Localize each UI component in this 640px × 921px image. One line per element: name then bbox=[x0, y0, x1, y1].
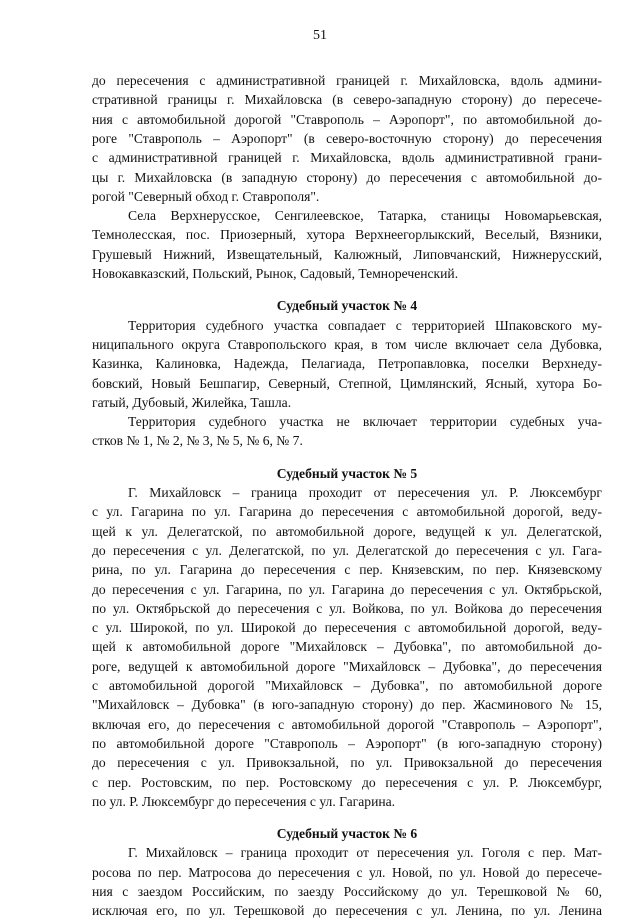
paragraph-line: до пересечения с административной границей г. Михайловска, вдоль админи- bbox=[92, 73, 602, 88]
paragraph-line: Г. Михайловск – граница проходит от пересечения ул. Гоголя с пер. Мат- bbox=[128, 845, 602, 861]
paragraph-line: гатый, Дубовый, Жилейка, Ташла. bbox=[92, 394, 292, 410]
paragraph-line: Села Верхнерусское, Сенгилеевское, Татарка, станицы Новомарьевская, bbox=[128, 208, 602, 224]
paragraph-line: до пересечения с ул. Привокзальной, по ул. Привокзальной до пересечения bbox=[92, 755, 602, 771]
paragraph-line: включая его, до пересечения с автомобильной дорогой "Ставрополь – Аэропорт", bbox=[92, 716, 602, 732]
paragraph-line: Г. Михайловск – граница проходит от пересечения ул. Р. Люксембург bbox=[128, 485, 602, 500]
paragraph-line: Новокавказский, Польский, Рынок, Садовый, Темнореченский. bbox=[92, 266, 459, 281]
paragraph-line: рогой "Северный обход г. Ставрополя". bbox=[92, 188, 320, 204]
paragraph-line: Территория судебного участка не включает территории судебных уча- bbox=[128, 414, 602, 430]
paragraph-line: Казинка, Калиновка, Надежда, Пелагиада, Петропавловка, поселки Верхнеду- bbox=[92, 356, 602, 372]
paragraph-line: с пер. Ростовским, по пер. Ростовскому до пересечения с ул. Р. Люксембург, bbox=[92, 774, 602, 790]
paragraph-line: бовский, Новый Бешпагир, Северный, Степной, Цимлянский, Ясный, хутора Бо- bbox=[92, 375, 602, 391]
paragraph-line: с ул. Гагарина по ул. Гагарина до пересечения с автомобильной дорогой, веду- bbox=[92, 504, 602, 520]
paragraph-line: с автомобильной дорогой "Михайловск – Дубовка", по автомобильной дороге bbox=[92, 678, 602, 693]
paragraph-line: до пересечения с ул. Гагарина, по ул. Гагарина до пересечения с ул. Октябрьской, bbox=[92, 581, 602, 597]
paragraph-line: роге, ведущей к автомобильной дороге "Михайловск – Дубовка", до пересечения bbox=[92, 658, 602, 674]
paragraph-line: стков № 1, № 2, № 3, № 5, № 6, № 7. bbox=[92, 433, 303, 449]
paragraph-line: щей к ул. Делегатской, по автомобильной дороге, ведущей к ул. Делегатской, bbox=[92, 523, 602, 539]
section-heading: Судебный участок № 5 bbox=[276, 465, 418, 481]
paragraph-line: стративной границы г. Михайловска (в северо-западную сторону) до пересече- bbox=[92, 92, 602, 108]
section-heading: Судебный участок № 4 bbox=[276, 298, 418, 314]
paragraph-line: Грушевый Нижний, Извещательный, Калюжный, Липовчанский, Нижнерусский, bbox=[92, 246, 602, 262]
paragraph-line: Темнолесская, пос. Приозерный, хутора Верхнеегорлыкский, Веселый, Вязники, bbox=[92, 227, 602, 243]
paragraph-line: по ул. Октябрьской до пересечения с ул. Войкова, по ул. Войкова до пересечения bbox=[92, 600, 602, 616]
paragraph-line: с ул. Широкой, по ул. Широкой до пересечения с автомобильной дорогой, веду- bbox=[92, 620, 602, 636]
paragraph-line: ния с автомобильной дорогой "Ставрополь – Аэропорт", по автомобильной до- bbox=[92, 111, 602, 127]
paragraph-line: Территория судебного участка совпадает с территорией Шпаковского му- bbox=[128, 317, 602, 333]
page-number: 51 bbox=[313, 28, 327, 43]
paragraph-line: щей к автомобильной дороге "Михайловск – Дубовка", по автомобильной до- bbox=[92, 639, 602, 655]
paragraph-line: "Михайловск – Дубовка" (в юго-западную сторону) до пер. Жасминового № 15, bbox=[92, 697, 602, 713]
paragraph-line: по ул. Р. Люксембург до пересечения с ул. Гагарина. bbox=[92, 793, 396, 809]
paragraph-line: до пересечения с ул. Делегатской, по ул. Делегатской до пересечения с ул. Гага- bbox=[92, 542, 602, 558]
paragraph-line: по автомобильной дороге "Ставрополь – Аэропорт" (в юго-западную сторону) bbox=[92, 735, 602, 751]
paragraph-line: ния с заездом Российским, по заезду Российскому до ул. Терешковой № 60, bbox=[92, 884, 602, 899]
section-heading: Судебный участок № 6 bbox=[276, 826, 418, 842]
paragraph-line: с административной границей г. Михайловска, вдоль административной грани- bbox=[92, 150, 602, 166]
paragraph-line: ниципального округа Ставропольского края, в том числе включает села Дубовка, bbox=[92, 336, 602, 352]
paragraph-line: росова по пер. Матросова до пересечения с ул. Новой, по ул. Новой до пересече- bbox=[92, 864, 602, 880]
paragraph-line: цы г. Михайловска (в западную сторону) до пересечения с автомобильной до- bbox=[92, 169, 602, 185]
paragraph-line: роге "Ставрополь – Аэропорт" (в северо-восточную сторону) до пересечения bbox=[92, 130, 602, 146]
paragraph-line: исключая его, по ул. Терешковой до пересечения с ул. Ленина, по ул. Ленина bbox=[92, 903, 602, 919]
paragraph-line: рина, по ул. Гагарина до пересечения с пер. Князевским, по пер. Князевскому bbox=[92, 562, 602, 578]
